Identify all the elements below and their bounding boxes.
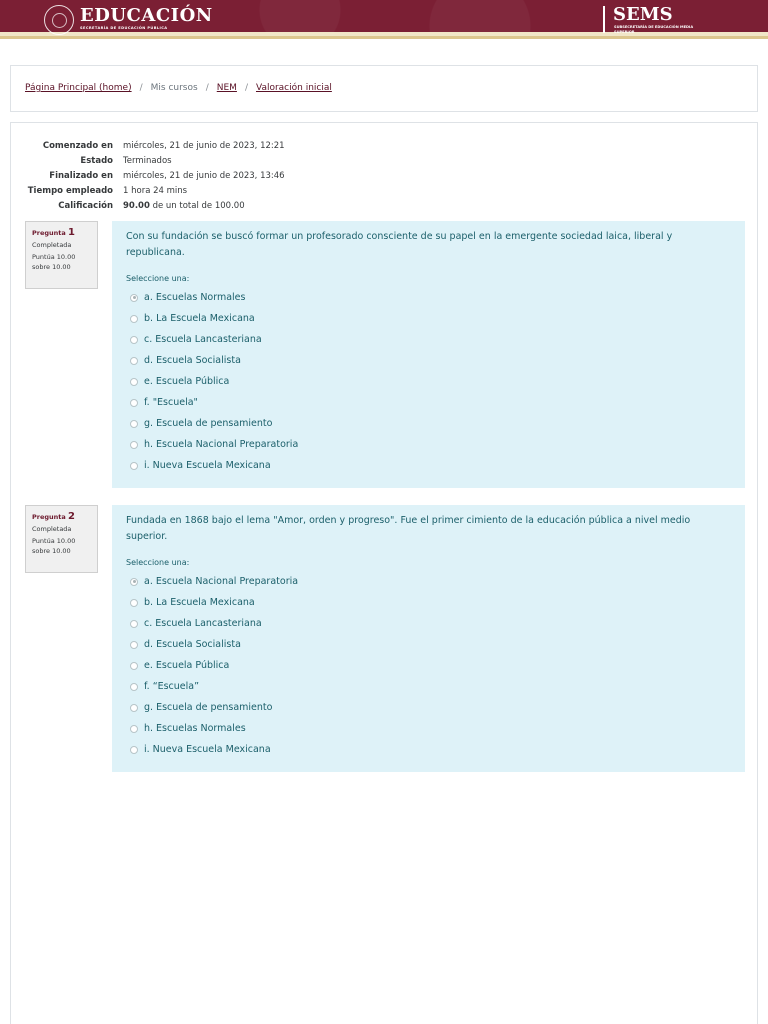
radio-button[interactable]	[130, 599, 138, 607]
answer-letter: f.	[144, 397, 150, 408]
radio-button[interactable]	[130, 441, 138, 449]
breadcrumb-course-link[interactable]: NEM	[216, 83, 237, 93]
answer-text: La Escuela Mexicana	[156, 597, 255, 608]
answer-text: "Escuela"	[152, 397, 198, 408]
summary-value: 1 hora 24 mins	[123, 185, 188, 196]
answer-letter: g.	[144, 418, 154, 429]
quiz-review-card	[10, 122, 758, 1024]
radio-button[interactable]	[130, 641, 138, 649]
answer-option	[126, 329, 731, 350]
answer-option	[126, 434, 731, 455]
answer-text: Escuela Socialista	[156, 639, 241, 650]
answer-letter: d.	[144, 639, 154, 650]
brand-title[interactable]: EDUCACIÓN	[80, 5, 213, 26]
summary-value: miércoles, 21 de junio de 2023, 12:21	[123, 140, 285, 151]
answer-letter: i.	[144, 744, 150, 755]
top-header	[0, 0, 768, 36]
answer-option	[126, 413, 731, 434]
question-info-2	[25, 505, 98, 573]
answer-letter: a.	[144, 292, 153, 303]
radio-button[interactable]	[130, 746, 138, 754]
breadcrumb	[25, 83, 332, 93]
mexico-seal-icon	[44, 5, 74, 35]
answer-option	[126, 676, 731, 697]
answer-option	[126, 634, 731, 655]
question-prompt: Seleccione una:	[126, 558, 190, 567]
answer-text: Escuela Lancasteriana	[155, 618, 262, 629]
answer-letter: b.	[144, 597, 154, 608]
question-number	[32, 227, 91, 239]
answer-letter: e.	[144, 660, 153, 671]
answer-option	[126, 287, 731, 308]
header-divider	[603, 6, 605, 33]
answer-option	[126, 592, 731, 613]
answer-letter: h.	[144, 439, 154, 450]
question-text: Fundada en 1868 bajo el lema "Amor, orden y progreso". Fue el primer cimiento de la educación pública a nivel medio superior.	[126, 515, 691, 542]
answer-option	[126, 718, 731, 739]
question-state: Completada	[32, 525, 72, 533]
answer-text: Nueva Escuela Mexicana	[152, 460, 271, 471]
answer-option	[126, 613, 731, 634]
question-content-2	[112, 505, 745, 772]
question-prompt: Seleccione una:	[126, 274, 190, 283]
answer-text: Escuela Nacional Preparatoria	[155, 576, 299, 587]
header-accent-line	[0, 36, 768, 39]
answer-text: Escuela Pública	[155, 660, 230, 671]
question-text: Con su fundación se buscó formar un profesorado consciente de su papel en la emergente sociedad laica, liberal y republicana.	[126, 231, 673, 258]
attempt-summary-table	[11, 138, 331, 213]
question-info-1	[25, 221, 98, 289]
summary-label: Comenzado en	[42, 140, 113, 151]
answer-text: “Escuela”	[152, 681, 200, 692]
breadcrumb-separator: /	[205, 83, 209, 93]
radio-button[interactable]	[130, 725, 138, 733]
question-number	[32, 511, 91, 523]
breadcrumb-card	[10, 65, 758, 112]
answer-list	[126, 571, 731, 760]
breadcrumb-home-link[interactable]: Página Principal (home)	[25, 83, 132, 93]
answer-option	[126, 697, 731, 718]
summary-label: Finalizado en	[49, 170, 113, 181]
breadcrumb-activity-link[interactable]: Valoración inicial	[255, 83, 332, 93]
answer-letter: c.	[144, 618, 153, 629]
summary-row-finished	[11, 168, 331, 183]
radio-button[interactable]	[130, 620, 138, 628]
answer-letter: b.	[144, 313, 154, 324]
question-mark: Puntúa 10.00	[32, 537, 76, 545]
radio-button[interactable]	[130, 399, 138, 407]
answer-option	[126, 371, 731, 392]
question-max: sobre 10.00	[32, 263, 71, 271]
answer-text: Escuelas Normales	[156, 723, 246, 734]
summary-row-grade	[11, 198, 331, 213]
summary-row-state	[11, 153, 331, 168]
breadcrumb-separator: /	[139, 83, 143, 93]
answer-letter: e.	[144, 376, 153, 387]
breadcrumb-courses: Mis cursos	[150, 83, 198, 93]
answer-option	[126, 455, 731, 476]
summary-row-started	[11, 138, 331, 153]
answer-text: Escuela de pensamiento	[156, 418, 273, 429]
summary-value	[123, 201, 245, 211]
answer-letter: h.	[144, 723, 154, 734]
radio-button[interactable]	[130, 420, 138, 428]
answer-option	[126, 655, 731, 676]
answer-letter: g.	[144, 702, 154, 713]
answer-text: Nueva Escuela Mexicana	[152, 744, 271, 755]
summary-row-time-taken	[11, 183, 331, 198]
answer-text: Escuela Lancasteriana	[155, 334, 262, 345]
summary-value: miércoles, 21 de junio de 2023, 13:46	[123, 170, 285, 181]
answer-letter: d.	[144, 355, 154, 366]
question-mark: Puntúa 10.00	[32, 253, 76, 261]
radio-button[interactable]	[130, 357, 138, 365]
question-number-value: 1	[68, 227, 76, 238]
summary-label: Estado	[80, 155, 113, 166]
answer-option	[126, 392, 731, 413]
answer-letter: c.	[144, 334, 153, 345]
question-max: sobre 10.00	[32, 547, 71, 555]
answer-text: Escuela Nacional Preparatoria	[156, 439, 299, 450]
question-label: Pregunta	[32, 229, 66, 237]
answer-option	[126, 350, 731, 371]
question-number-value: 2	[68, 511, 76, 522]
summary-label: Calificación	[58, 200, 113, 211]
answer-option	[126, 739, 731, 760]
radio-button[interactable]	[130, 462, 138, 470]
answer-letter: a.	[144, 576, 153, 587]
radio-button[interactable]	[130, 336, 138, 344]
radio-button[interactable]	[130, 315, 138, 323]
radio-button[interactable]	[130, 294, 138, 302]
summary-label: Tiempo empleado	[27, 185, 113, 196]
question-content-1	[112, 221, 745, 488]
answer-text: La Escuela Mexicana	[156, 313, 255, 324]
answer-text: Escuelas Normales	[155, 292, 246, 303]
summary-value: Terminados	[123, 155, 172, 166]
radio-button[interactable]	[130, 378, 138, 386]
question-state: Completada	[32, 241, 72, 249]
brand-subtitle: SECRETARÍA DE EDUCACIÓN PÚBLICA	[80, 26, 168, 30]
grade-total: de un total de 100.00	[149, 200, 245, 211]
answer-text: Escuela Pública	[155, 376, 230, 387]
answer-option	[126, 308, 731, 329]
grade-value: 90.00	[123, 200, 150, 211]
answer-letter: i.	[144, 460, 150, 471]
answer-list	[126, 287, 731, 476]
answer-text: Escuela Socialista	[156, 355, 241, 366]
breadcrumb-separator: /	[244, 83, 248, 93]
answer-option	[126, 571, 731, 592]
radio-button[interactable]	[130, 578, 138, 586]
radio-button[interactable]	[130, 704, 138, 712]
sems-title[interactable]: SEMS	[613, 4, 673, 25]
answer-text: Escuela de pensamiento	[156, 702, 273, 713]
radio-button[interactable]	[130, 662, 138, 670]
question-label: Pregunta	[32, 513, 66, 521]
sems-subtitle: SUBSECRETARÍA DE EDUCACIÓN MEDIA SUPERIOR	[614, 25, 694, 34]
answer-letter: f.	[144, 681, 150, 692]
radio-button[interactable]	[130, 683, 138, 691]
